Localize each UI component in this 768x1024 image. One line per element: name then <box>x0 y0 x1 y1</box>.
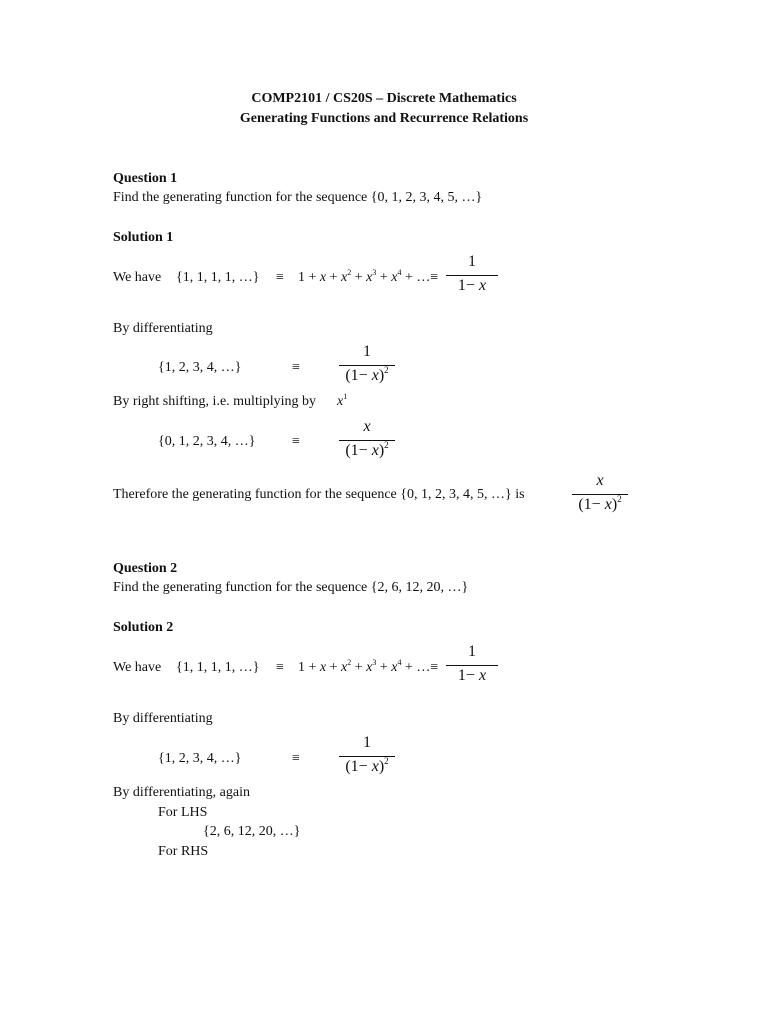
fraction-numerator: x <box>363 418 371 435</box>
q2-we-have-label: We have <box>113 660 162 675</box>
q2-equiv-symbol: ≡ <box>276 660 284 675</box>
q1-x-to-the-1: $x^1$ <box>337 392 348 409</box>
q1-sequence-ones: {1, 1, 1, 1, …} <box>176 270 260 285</box>
q2-equiv-symbol-2: ≡ <box>292 751 300 766</box>
solution-2-heading: Solution 2 <box>113 620 174 635</box>
fraction-denominator: $(1- x)^2$ <box>578 494 622 513</box>
q2-for-lhs: For LHS <box>158 805 208 820</box>
q1-power-series: $1 + x + x^2 + x^3 + x^4$ + …≡ <box>298 268 439 285</box>
q1-equiv-symbol-2: ≡ <box>292 360 300 375</box>
fraction-numerator: x <box>596 472 604 489</box>
fraction-numerator: 1 <box>363 734 371 751</box>
question-1-prompt: Find the generating function for the sequence {0, 1, 2, 3, 4, 5, …} <box>113 190 483 205</box>
fraction-denominator: 1− x <box>457 667 487 684</box>
q1-sequence-shifted: {0, 1, 2, 3, 4, …} <box>158 434 256 449</box>
fraction-denominator: $(1- x)^2$ <box>345 756 389 775</box>
question-1-heading: Question 1 <box>113 171 178 186</box>
q2-power-series: $1 + x + x^2 + x^3 + x^4$ + …≡ <box>298 658 439 675</box>
q2-sequence-ones: {1, 1, 1, 1, …} <box>176 660 260 675</box>
q2-for-rhs: For RHS <box>158 844 209 859</box>
fraction-denominator: $(1- x)^2$ <box>345 440 389 459</box>
fraction-numerator: 1 <box>468 643 476 660</box>
question-2-heading: Question 2 <box>113 561 178 576</box>
q2-by-differentiating: By differentiating <box>113 711 213 726</box>
fraction-denominator: 1− x <box>457 277 487 294</box>
fraction-numerator: 1 <box>468 253 476 270</box>
q1-sequence-naturals: {1, 2, 3, 4, …} <box>158 360 242 375</box>
q1-equiv-symbol-3: ≡ <box>292 434 300 449</box>
question-2-prompt: Find the generating function for the sequence {2, 6, 12, 20, …} <box>113 580 469 595</box>
q1-right-shifting-text: By right shifting, i.e. multiplying by <box>113 394 316 409</box>
document-subtitle: Generating Functions and Recurrence Relations <box>239 111 529 126</box>
fraction-numerator: 1 <box>363 343 371 360</box>
q2-sequence-naturals: {1, 2, 3, 4, …} <box>158 751 242 766</box>
q2-by-differentiating-again: By differentiating, again <box>113 785 250 800</box>
q1-by-differentiating: By differentiating <box>113 321 213 336</box>
fraction-bar <box>446 665 498 666</box>
q2-sequence-lhs: {2, 6, 12, 20, …} <box>203 824 301 839</box>
solution-1-heading: Solution 1 <box>113 230 174 245</box>
q1-we-have-label: We have <box>113 270 162 285</box>
q1-equiv-symbol: ≡ <box>276 270 284 285</box>
fraction-bar <box>446 275 498 276</box>
q1-conclusion-text: Therefore the generating function for the sequence {0, 1, 2, 3, 4, 5, …} is <box>113 487 525 502</box>
fraction-denominator: $(1- x)^2$ <box>345 365 389 384</box>
document-title: COMP2101 / CS20S – Discrete Mathematics <box>251 91 517 106</box>
